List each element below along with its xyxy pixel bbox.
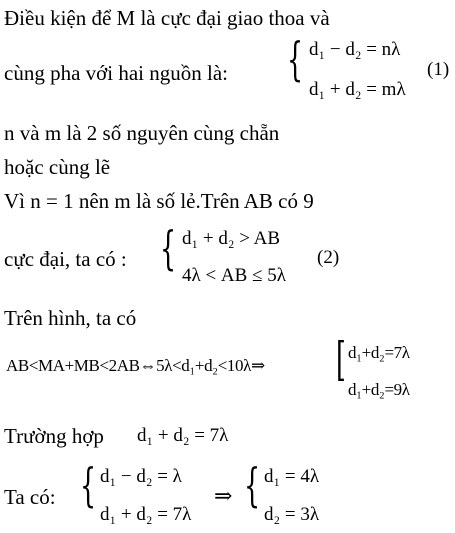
text-line-4: hoặc cùng lẽ xyxy=(4,155,111,179)
system2-eq2: 4λ < AB ≤ 5λ xyxy=(182,265,286,286)
implies-arrow: ⇒ xyxy=(214,483,233,508)
text-line-5: Vì n = 1 nên m là số lẻ.Trên AB có 9 xyxy=(4,189,314,213)
case-2: d₁+d₂=9λ xyxy=(348,380,410,399)
text-line-3: n và m là 2 số nguyên cùng chẵn xyxy=(4,121,280,145)
case-equation: d₁ + d₂ = 7λ xyxy=(137,425,229,446)
equation-tag-1: (1) xyxy=(427,59,450,80)
text-line-6: cực đại, ta có : xyxy=(4,247,127,271)
brace-icon: { xyxy=(160,221,177,275)
text-line-7: Trên hình, ta có xyxy=(4,306,137,330)
system3-eq1: d₁ − d₂ = λ xyxy=(100,466,182,487)
system3-eq2: d₁ + d₂ = 7λ xyxy=(100,504,192,525)
text-line-1: Điều kiện để M là cực đại giao thoa và xyxy=(4,6,330,30)
case-1: d₁+d₂=7λ xyxy=(348,343,410,362)
text-line-8: Trường hợp xyxy=(4,424,104,448)
system1-eq1: d₁ − d₂ = nλ xyxy=(309,39,401,60)
inequality-text: AB<MA+MB<2AB⇔5λ<d₁+d₂<10λ⇒ xyxy=(6,356,265,375)
equation-tag-2: (2) xyxy=(317,247,340,268)
text-line-9: Ta có: xyxy=(4,485,56,509)
brace-icon: { xyxy=(80,458,97,512)
system4-eq1: d₁ = 4λ xyxy=(264,466,320,487)
system2-eq1: d₁ + d₂ > AB xyxy=(182,228,281,249)
text-line-2: cùng pha với hai nguồn là: xyxy=(4,61,228,85)
system4-eq2: d₂ = 3λ xyxy=(264,504,320,525)
brace-icon: { xyxy=(244,458,261,512)
brace-icon: { xyxy=(287,32,304,86)
brace-icon: [ xyxy=(336,332,346,386)
system1-eq2: d₁ + d₂ = mλ xyxy=(309,79,406,100)
